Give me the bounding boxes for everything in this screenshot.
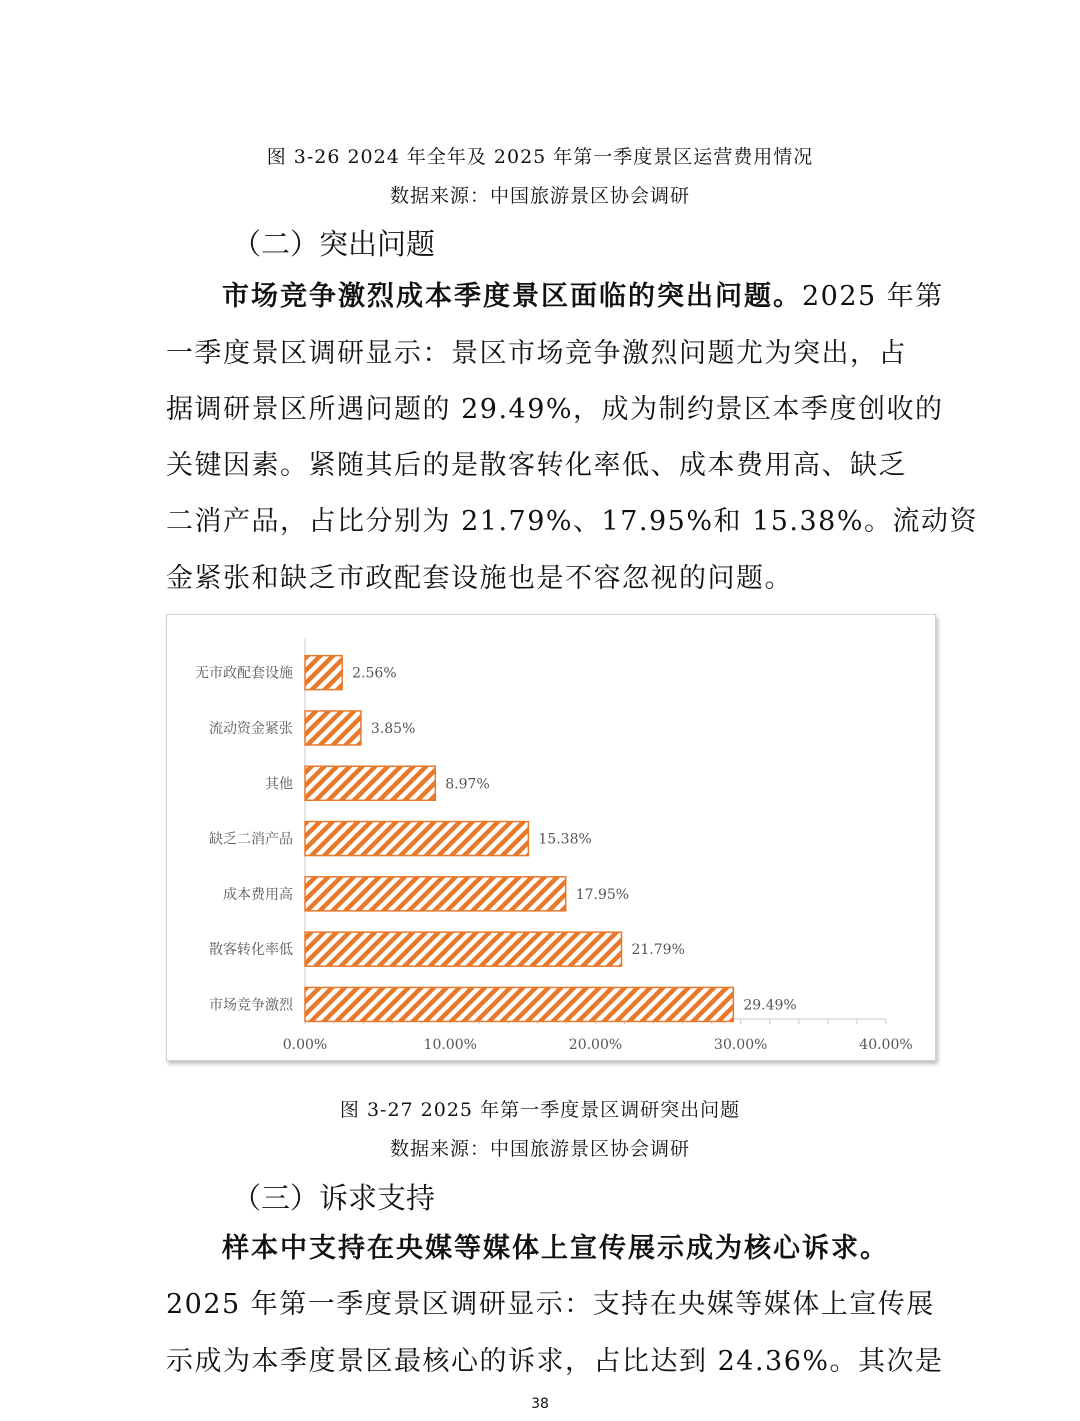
- paragraph-line-text: 2025 年第: [802, 281, 944, 312]
- paragraph-line: 金紧张和缺乏市政配套设施也是不容忽视的问题。: [166, 563, 793, 594]
- x-tick-label: 10.00%: [423, 1037, 477, 1053]
- paragraph-lead-bold: 市场竞争激烈成本季度景区面临的突出问题。: [222, 281, 802, 312]
- category-label: 流动资金紧张: [209, 720, 293, 737]
- category-label: 缺乏二消产品: [209, 831, 293, 848]
- section-heading-demands: （三）诉求支持: [232, 1181, 436, 1215]
- figure-3-26-source: 数据来源：中国旅游景区协会调研: [389, 185, 690, 207]
- category-label: 无市政配套设施: [195, 665, 293, 682]
- figure-3-27-caption: 图 3-27 2025 年第一季度景区调研突出问题: [339, 1099, 741, 1121]
- category-label: 市场竞争激烈: [209, 997, 293, 1014]
- data-label: 29.49%: [743, 997, 797, 1014]
- paragraph-line: 关键因素。紧随其后的是散客转化率低、成本费用高、缺乏: [166, 450, 907, 481]
- bar: [305, 877, 566, 911]
- paragraph-line: 一季度景区调研显示：景区市场竞争激烈问题尤为突出，占: [166, 338, 907, 369]
- x-tick-label: 20.00%: [568, 1037, 623, 1053]
- data-label: 2.56%: [352, 665, 397, 682]
- data-label: 3.85%: [370, 720, 416, 737]
- category-label: 散客转化率低: [209, 942, 293, 959]
- bar: [305, 932, 621, 966]
- x-tick-label: 40.00%: [859, 1037, 913, 1053]
- data-label: 15.38%: [538, 831, 592, 848]
- bar: [305, 822, 528, 856]
- data-label: 21.79%: [631, 942, 685, 959]
- paragraph-line: 二消产品，占比分别为 21.79%、17.95%和 15.38%。流动资: [166, 506, 979, 537]
- data-label: 8.97%: [445, 776, 490, 793]
- paragraph-line: 2025 年第一季度景区调研显示：支持在央媒等媒体上宣传展: [166, 1289, 935, 1320]
- paragraph-lead-bold: 样本中支持在央媒等媒体上宣传展示成为核心诉求。: [222, 1233, 889, 1264]
- bar: [305, 711, 361, 745]
- bar: [305, 766, 435, 800]
- data-label: 17.95%: [575, 886, 630, 903]
- section-heading-problems: （二）突出问题: [232, 227, 436, 261]
- x-tick-label: 0.00%: [282, 1037, 328, 1053]
- paragraph-line: 据调研景区所遇问题的 29.49%，成为制约景区本季度创收的: [166, 394, 944, 425]
- figure-3-26-caption: 图 3-26 2024 年全年及 2025 年第一季度景区运营费用情况: [266, 146, 814, 168]
- problems-bar-chart: [166, 614, 936, 1061]
- bar: [305, 656, 342, 690]
- paragraph-line: [222, 1226, 918, 1265]
- chart-svg: [167, 615, 935, 1060]
- category-label: 其他: [265, 776, 293, 793]
- page-number: 38: [531, 1396, 549, 1412]
- category-label: 成本费用高: [223, 886, 293, 903]
- paragraph-line: 示成为本季度景区最核心的诉求，占比达到 24.36%。其次是: [166, 1346, 944, 1377]
- paragraph-line: [222, 274, 944, 313]
- figure-3-27-source: 数据来源：中国旅游景区协会调研: [389, 1138, 690, 1160]
- x-tick-label: 30.00%: [714, 1037, 768, 1053]
- bar: [305, 987, 733, 1021]
